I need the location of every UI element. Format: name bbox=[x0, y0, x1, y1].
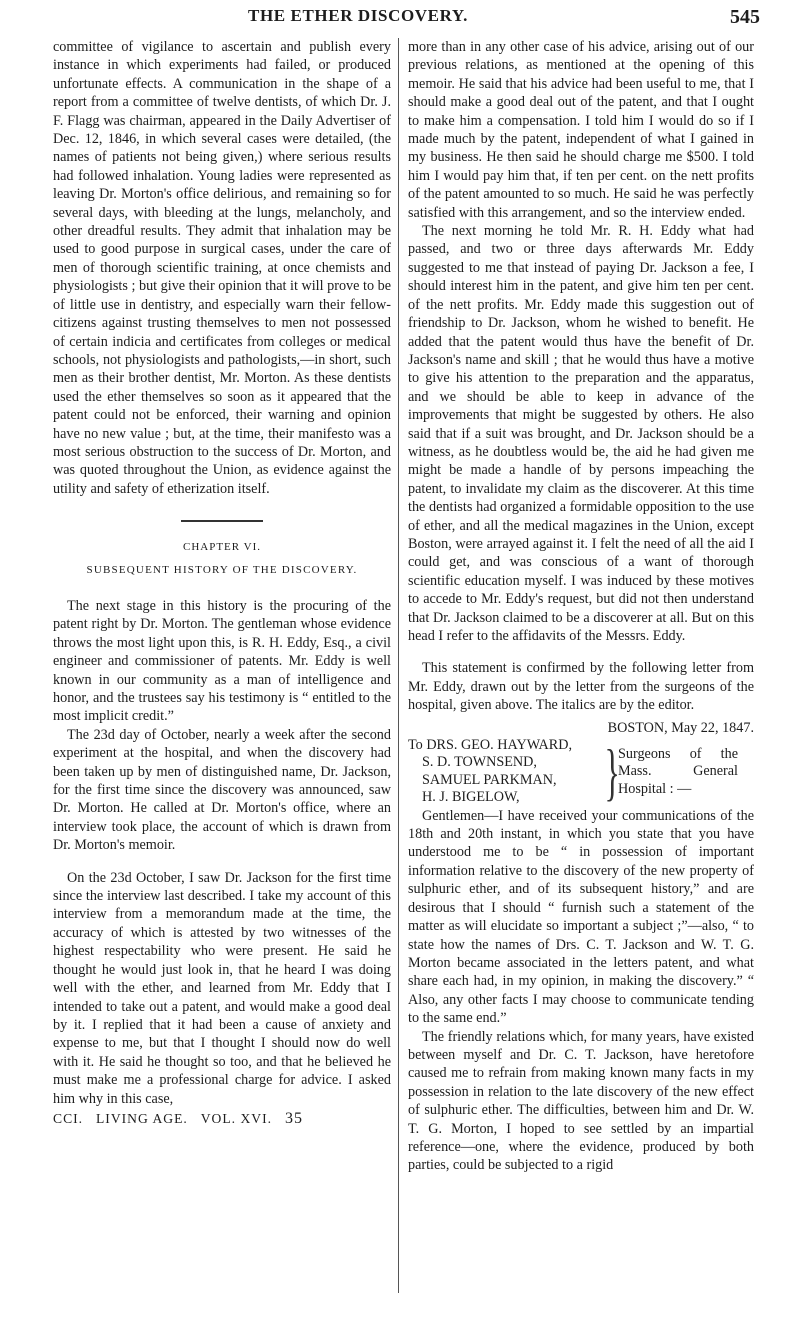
brace-glyph: } bbox=[604, 735, 620, 807]
letter-dateline: BOSTON, May 22, 1847. bbox=[607, 719, 754, 736]
addressee: H. J. BIGELOW, bbox=[422, 789, 520, 806]
addressee-group: Surgeons of the Mass. General Hospital : — bbox=[618, 745, 738, 797]
paragraph: On the 23d October, I saw Dr. Jackson for the first time since the interview last described. I take my account of this interview from a memorandum made at the time, the accuracy of which is attested by two witnesses of the highest respectability who were present. He said he thought he would just look in, that he heard I was doing well with the ether, and learned from Mr. Eddy that I intended to take out a patent, and would make a good deal by it. I replied that it had been a cause of anxiety and expense to me, but that I thought I should now do well with it. He said he thought so too, and that he believed he must make me a professional charge for advice. I asked him why in this case, bbox=[53, 869, 391, 1107]
paragraph: The friendly relations which, for many years, have existed between myself and Dr. C. T. Jackson, have heretofore caused me to refrain from making known many facts in my possession in relation to the late discovery of the new effect of sulphuric ether. The difficulties, between him and Dr. W. T. G. Morton, I hoped to see settled by an impartial reference—one, where the evidence, produced by both parties, could be subjected to a rigid bbox=[408, 1028, 754, 1174]
addressee-list bbox=[408, 737, 604, 807]
addressee: To DRS. GEO. HAYWARD, bbox=[408, 737, 573, 754]
footer-signature: CCI. bbox=[53, 1110, 84, 1126]
addressee: S. D. TOWNSEND, bbox=[422, 754, 537, 771]
paragraph: more than in any other case of his advice, arising out of our previous relations, as mentioned at the opening of this memoir. He said that his advice had been useful to me, that I should make a good deal out of the patent, and that I ought to make him a compensation. I told him I would do so if I made much by the patent, independent of what I gained in my business. He then said he should charge me $500. I told him I would pay him that, if ten per cent. on the nett profits of the patent amounted to so much. He said he was perfectly satisfied with this arrangement, and so the interview ended. bbox=[408, 39, 754, 221]
section-rule bbox=[181, 520, 263, 522]
footer-magazine: LIVING AGE. bbox=[96, 1110, 188, 1126]
footer-sheet: 35 bbox=[284, 1109, 303, 1127]
page-footer bbox=[53, 1110, 303, 1128]
paragraph: The 23d day of October, nearly a week after the second experiment at the hospital, and when the discovery had been taken up by men of distinguished name, Dr. Jackson, for the first time since the discovery was announced, saw Dr. Morton. He called at Dr. Morton's office, where an interview took place, the account of which is drawn from Dr. Morton's memoir. bbox=[53, 726, 391, 854]
left-column bbox=[53, 38, 391, 1128]
running-header bbox=[0, 6, 800, 30]
paragraph: The next morning he told Mr. R. H. Eddy what had passed, and two or three days afterwards Mr. Eddy suggested to me that instead of paying Dr. Jackson a fee, I should interest him in the patent, and give him ten per cent. of the nett profits. Mr. Eddy made this suggestion out of friendship to Dr. Jackson, whom he wished to benefit. He added that the patent would thus have the benefit of Dr. Jackson's name and skill ; that he would thus have a motive to give his attention to the preparation and the apparatus, and we should be able to keep in advance of the improvements that might be suggested by others. He also said that if a suit was brought, and Dr. Jackson should be a witness, as he doubtless would be, the aid he had given me might be made a handle of by persons impeaching the patent, to invalidate my claim as the discoverer. At this time the dentists had organized a formidable opposition to the use of ether, and all the medical magazines in the Union, except Boston, were arrayed against it. I felt the need of all the aid I could get, and was conscious of a want of thorough scientific education myself. I was induced by these motives to accede to Mr. Eddy's request, but did not then understand that Dr. Jackson claimed to be a discoverer at all. But on this head I refer to the affidavits of the Messrs. Eddy. bbox=[408, 223, 754, 644]
running-title: THE ETHER DISCOVERY. bbox=[248, 6, 469, 25]
chapter-heading: CHAPTER VI. bbox=[182, 541, 262, 554]
paragraph: The next stage in this history is the procuring of the patent right by Dr. Morton. The gentleman whose evidence throws the most light upon this, is R. H. Eddy, Esq., a civil engineer and commissioner of patents. Mr. Eddy is well known in our community as a man of intelligence and honor, and the trustees say his testimony is “ entitled to the most implicit credit.” bbox=[53, 597, 391, 725]
paragraph: Gentlemen—I have received your communications of the 18th and 20th instant, in which you state that you have understood me to be “ in possession of important information relative to the discovery of the new property of sulphuric ether, and of its subsequent history,” and are desirous that I should “ furnish such a statement of the matter as will elucidate so important a subject ;”—also, “ to state how the names of Drs. C. T. Jackson and W. T. G. Morton became associated in the letters patent, and what share each had, in my opinion, in making the discovery.” “ Also, any other facts I may choose to communicate tending to the same end.” bbox=[408, 807, 754, 1027]
right-column bbox=[408, 38, 754, 1175]
addressee: SAMUEL PARKMAN, bbox=[422, 771, 557, 788]
footer-volume: VOL. XVI. bbox=[200, 1110, 273, 1126]
chapter-title: SUBSEQUENT HISTORY OF THE DISCOVERY. bbox=[86, 563, 358, 576]
paragraph: committee of vigilance to ascertain and publish every instance in which experiments had failed, or produced unfortunate effects. A communication in the shape of a report from a committee of twelve dentists, of which Dr. J. F. Flagg was chairman, appeared in the Daily Advertiser of Dec. 12, 1846, in which several cases were detailed, (the names of patients not being given,) where serious results had followed inhalation. Young ladies were represented as leaving Dr. Morton's office delirious, and remaining so for several days, with bleeding at the lungs, melancholy, and other dreadful results. They admit that inhalation may be used to good purpose in surgical cases, under the care of men of thorough scientific training, at once chemists and physiologists ; but give their opinion that it will prove to be of little use in dentistry, and especially warn their fellow-citizens against trusting themselves to men not possessed of certain indicia and certificates from colleges or medical schools, not physiologists and pathologists,—in short, such men as their brother dentist, Mr. Morton. As these dentists used the ether themselves so soon as it appeared that the patent could not be enforced, their warning and opinion have no new value ; but, at the time, their manifesto was a most serious obstruction to the success of Dr. Morton, and was quoted throughout the Union, as evidence against the utility and safety of etherization itself. bbox=[53, 39, 391, 497]
paragraph: This statement is confirmed by the following letter from Mr. Eddy, drawn out by the letter from the surgeons of the hospital, given above. The italics are by the editor. bbox=[408, 660, 754, 714]
page-number: 545 bbox=[730, 6, 760, 28]
letter-address-block bbox=[408, 737, 754, 807]
column-divider bbox=[398, 38, 399, 1293]
